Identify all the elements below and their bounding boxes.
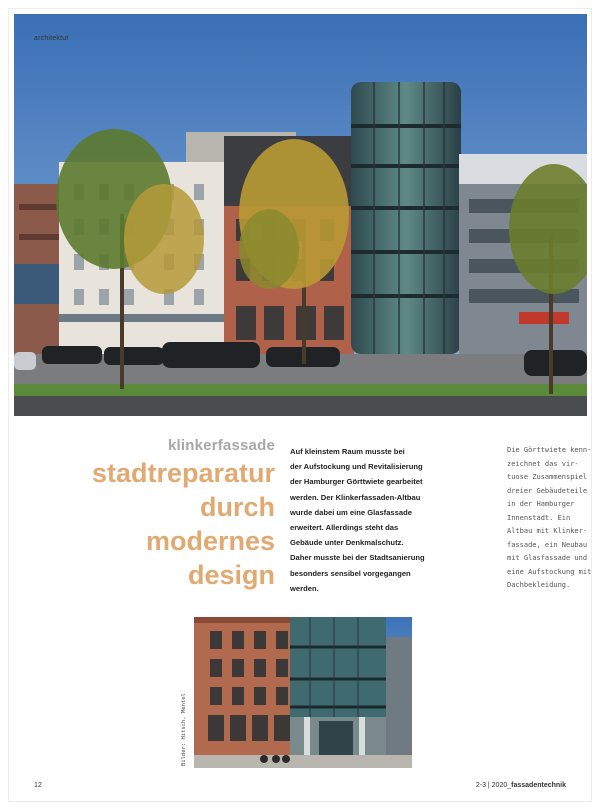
- magazine-name: fassadentechnik: [511, 782, 566, 789]
- headline-line: design: [187, 560, 275, 590]
- caption-line: dreier Gebäudeteile: [507, 486, 588, 495]
- caption-line: zeichnet das vir-: [507, 459, 579, 468]
- caption-line: fassade, ein Neubau: [507, 540, 588, 549]
- intro-line: besonders sensibel vorgegangen: [290, 568, 411, 578]
- article-kicker: klinkerfassade: [167, 437, 275, 454]
- section-label: architektur: [34, 35, 69, 42]
- issue-info: [476, 782, 566, 789]
- intro-line: erweitert. Allerdings steht das: [290, 523, 399, 533]
- intro-line: wurde dabei um eine Glasfassade: [290, 507, 412, 517]
- caption-line: tuose Zusammenspiel: [507, 473, 588, 481]
- intro-line: Daher musste bei der Stadtsanierung: [290, 553, 425, 563]
- intro-line: Auf kleinstem Raum musste bei: [290, 447, 405, 456]
- caption-line: in der Hamburger: [507, 500, 575, 508]
- hero-photo: [14, 14, 587, 416]
- intro-line: werden.: [290, 583, 319, 593]
- page-number: 12: [34, 782, 42, 789]
- photo-credit: Bilder: Hitsch, Mentel: [181, 693, 187, 766]
- caption-line: mit Glasfassade und: [507, 554, 588, 562]
- intro-line: werden. Der Klinkerfassaden-Altbau: [290, 492, 421, 502]
- caption-line: eine Aufstockung mit: [507, 567, 592, 576]
- headline-line: durch: [199, 492, 275, 522]
- photo-caption: [507, 444, 597, 593]
- headline-line: modernes: [145, 526, 275, 556]
- intro-line: Gebäude unter Denkmalschutz.: [290, 538, 404, 548]
- intro-line: der Aufstockung und Revitalisierung: [290, 462, 423, 472]
- caption-line: Die Görttwiete kenn-: [507, 446, 592, 454]
- caption-line: Dachbekleidung.: [507, 581, 571, 589]
- intro-line: der Hamburger Görttwiete gearbeitet: [290, 477, 423, 487]
- headline-line: stadtreparatur: [91, 458, 275, 488]
- article-headline: [15, 456, 275, 592]
- caption-line: Innenstadt. Ein: [507, 513, 571, 522]
- detail-photo: [194, 617, 412, 768]
- issue-number: 2-3 | 2020_: [475, 782, 512, 789]
- caption-line: Altbau mit Klinker-: [507, 527, 588, 535]
- article-intro: [290, 444, 440, 596]
